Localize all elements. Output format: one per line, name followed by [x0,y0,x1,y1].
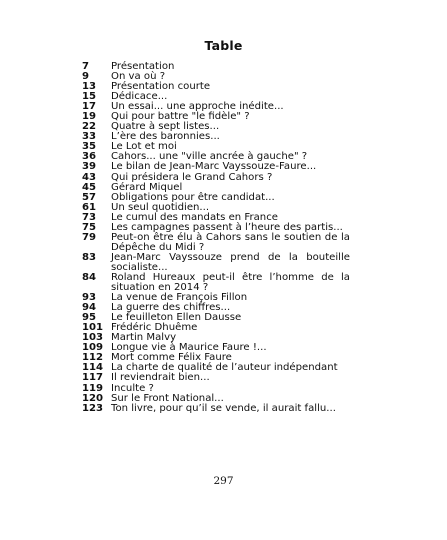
toc-entry-page-number: 119 [82,382,104,394]
toc-entry-title: La venue de François Fillon [111,292,248,304]
toc-entry-title: Quatre à sept listes... [111,121,220,133]
toc-entry-title: Martin Malvy [111,332,177,344]
toc-entry-title: Dédicace... [111,91,168,103]
toc-entry-page-number: 43 [82,171,97,183]
table-of-contents [82,62,350,414]
toc-entry-title: Cahors... une "ville ancrée à gauche" ? [111,151,308,163]
toc-entry-title: Roland Hureaux peut-il être l’homme de la situation en 2014 ? [111,271,350,294]
toc-entry-page-number: 83 [82,251,97,263]
toc-entry-page-number: 120 [82,392,104,404]
toc-entry [82,162,350,172]
toc-entry-page-number: 123 [82,402,104,414]
toc-entry-page-number: 109 [82,342,104,354]
toc-entry-title: Ton livre, pour qu’il se vende, il aurait fallu... [111,402,336,414]
toc-entry-title: Le feuilleton Ellen Dausse [111,312,242,324]
toc-entry [82,404,350,414]
toc-entry-title: Qui présidera le Grand Cahors ? [111,171,273,183]
toc-entry-page-number: 13 [82,81,97,93]
toc-entry-title: Peut-on être élu à Cahors sans le soutien de la Dépêche du Midi ? [111,231,350,253]
toc-entry-title: Gérard Miquel [111,181,183,193]
toc-entry-page-number: 101 [82,322,104,334]
toc-entry-page-number: 117 [82,372,104,384]
toc-entry-page-number: 75 [82,221,97,233]
toc-entry-title: Présentation [111,61,175,72]
toc-entry-page-number: 93 [82,292,97,304]
toc-entry-page-number: 17 [82,101,97,113]
toc-entry-page-number: 95 [82,312,97,324]
toc-entry-page-number: 9 [82,71,90,83]
toc-entry-title: Obligations pour être candidat... [111,191,275,203]
toc-entry-page-number: 57 [82,191,97,203]
toc-entry-page-number: 35 [82,141,97,153]
toc-entry-title: L’ère des baronnies... [111,131,220,143]
toc-entry-page-number: 45 [82,181,97,193]
page-number: 297 [213,475,234,487]
toc-entry-page-number: 73 [82,211,97,223]
toc-entry-page-number: 39 [82,161,97,173]
toc-entry-title: On va où ? [111,71,166,83]
toc-entry-title: Longue vie à Maurice Faure !... [111,342,267,354]
toc-entry-page-number: 94 [82,302,97,314]
toc-entry-title: Mort comme Félix Faure [111,352,232,364]
toc-entry-title: Un essai... une approche inédite... [111,101,284,113]
toc-entry-page-number: 33 [82,131,97,143]
toc-entry-title: Sur le Front National... [111,392,224,404]
toc-entry-page-number: 22 [82,121,97,133]
toc-entry-page-number: 36 [82,151,97,163]
toc-entry-title: Présentation courte [111,81,211,93]
page-title: Table [204,38,243,53]
toc-entry-page-number: 7 [82,61,90,72]
toc-entry-page-number: 112 [82,352,104,364]
toc-entry-page-number: 84 [82,271,97,283]
toc-entry [82,253,350,273]
toc-entry-title: Qui pour battre "le fidèle" ? [111,111,250,123]
toc-entry-page-number: 61 [82,201,97,213]
toc-entry-title: Inculte ? [111,382,154,394]
toc-entry [82,273,350,293]
toc-entry-page-number: 19 [82,111,97,123]
toc-entry-title: Le cumul des mandats en France [111,211,278,223]
toc-entry-page-number: 103 [82,332,104,344]
toc-entry-title: Un seul quotidien... [111,201,210,213]
toc-entry-title: Les campagnes passent à l’heure des partis... [111,221,343,233]
toc-entry [82,233,350,253]
toc-entry-page-number: 15 [82,91,97,103]
toc-entry-title: Il reviendrait bien... [111,372,210,384]
toc-entry-title: La guerre des chiffres... [111,302,231,314]
toc-entry-page-number: 79 [82,231,97,243]
toc-entry-title: Frédéric Dhuême [111,322,198,334]
toc-entry-title: La charte de qualité de l’auteur indépendant [111,362,338,374]
toc-entry-title: Le Lot et moi [111,141,177,153]
toc-entry [82,373,350,383]
toc-entry-page-number: 114 [82,362,104,374]
toc-entry-title: Jean-Marc Vayssouze prend de la bouteille socialiste... [111,251,350,273]
toc-entry-title: Le bilan de Jean-Marc Vayssouze-Faure... [111,161,317,173]
